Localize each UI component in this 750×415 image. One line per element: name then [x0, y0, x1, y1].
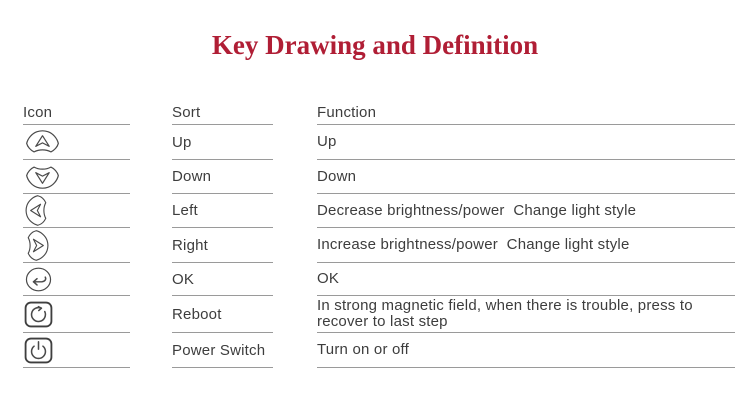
sort-cell: Left [172, 194, 273, 228]
table-row-icon-cell [23, 263, 130, 296]
function-cell: Decrease brightness/power Change light style [317, 194, 735, 228]
function-cell: Turn on or off [317, 333, 735, 368]
sort-cell: OK [172, 263, 273, 296]
right-key-icon [24, 229, 50, 262]
ok-key-icon [24, 267, 53, 292]
table-row-icon-cell [23, 228, 130, 263]
table-row-icon-cell [23, 125, 130, 160]
function-cell: Down [317, 160, 735, 194]
function-cell: Increase brightness/power Change light style [317, 228, 735, 263]
function-cell: OK [317, 263, 735, 296]
table-row-icon-cell [23, 160, 130, 194]
page-title: Key Drawing and Definition [211, 30, 539, 60]
left-key-icon [24, 194, 50, 227]
sort-cell: Up [172, 125, 273, 160]
power-switch-key-icon [24, 337, 53, 364]
sort-cell: Reboot [172, 296, 273, 333]
column-header-function: Function [317, 100, 735, 125]
function-cell: Up [317, 125, 735, 160]
table-row-icon-cell [23, 194, 130, 228]
up-key-icon [24, 129, 61, 156]
sort-cell: Right [172, 228, 273, 263]
sort-cell: Down [172, 160, 273, 194]
sort-cell: Power Switch [172, 333, 273, 368]
column-header-icon: Icon [23, 100, 130, 125]
key-definition-table [23, 100, 735, 368]
column-header-sort: Sort [172, 100, 273, 125]
table-row-icon-cell [23, 296, 130, 333]
table-row-icon-cell [23, 333, 130, 368]
down-key-icon [24, 163, 61, 190]
function-cell: In strong magnetic field, when there is trouble, press to recover to last step [317, 296, 735, 333]
reboot-key-icon [24, 301, 53, 328]
